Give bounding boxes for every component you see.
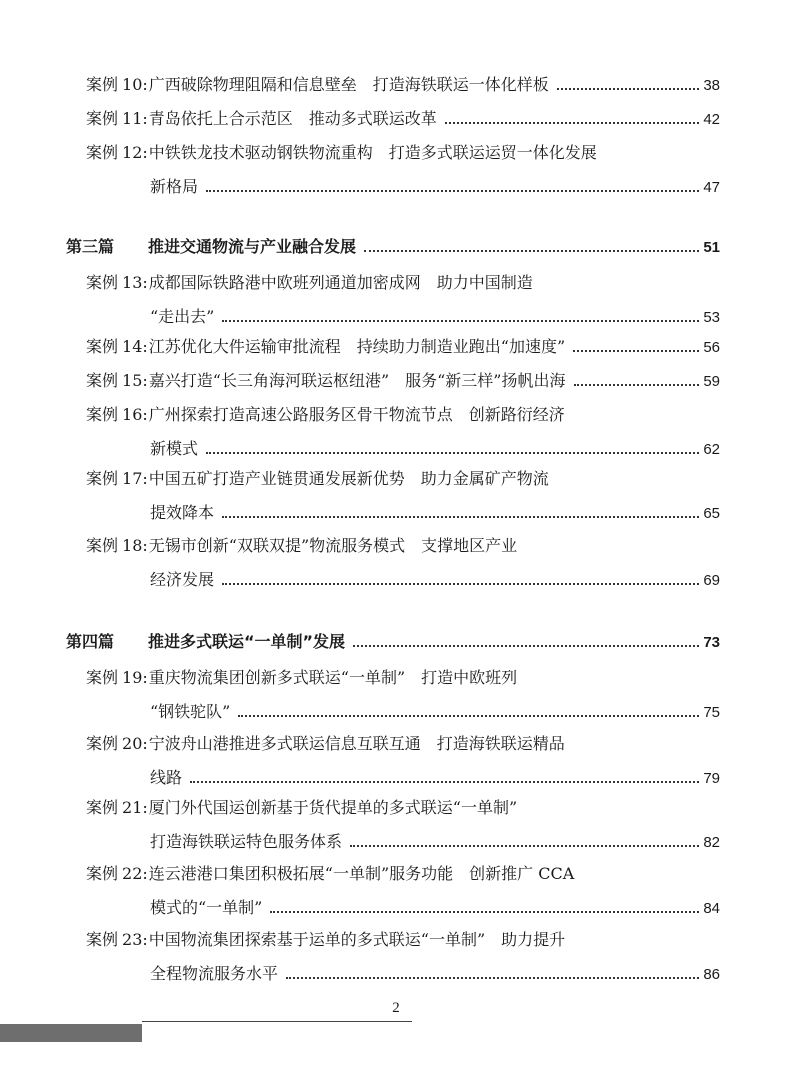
case-title: 中铁铁龙技术驱动钢铁物流重构 打造多式联运运贸一体化发展 [148,143,597,162]
page-number-ref: 53 [703,309,720,326]
case-title-continued: “走出去” [150,307,215,326]
case-label: 案例 [86,536,119,555]
case-colon: : [142,734,148,753]
entry-line-2 [150,701,720,724]
case-number: 21 [122,798,143,817]
entry-line-2 [150,176,720,199]
case-title-continued: 经济发展 [150,570,215,589]
case-title: 江苏优化大件运输审批流程 持续助力制造业跑出“加速度” [148,337,566,356]
case-label: 案例 [86,405,119,424]
case-title-continued: 全程物流服务水平 [150,964,279,983]
case-label: 案例 [86,930,119,949]
page-number-ref: 79 [703,770,720,787]
case-colon: : [142,536,148,555]
case-label: 案例 [86,469,119,488]
dot-leader [353,644,699,647]
page-number-ref: 73 [703,634,720,651]
entry-line-2 [150,831,720,854]
dot-leader [206,189,699,192]
case-number: 10 [122,75,143,94]
case-title: 无锡市创新“双联双提”物流服务模式 支撑地区产业 [148,536,518,555]
page-number-ref: 38 [703,77,720,94]
case-title: 嘉兴打造“长三角海河联运枢纽港” 服务“新三样”扬帆出海 [148,371,566,390]
dot-leader [206,451,699,454]
page-number-ref: 56 [703,339,720,356]
entry-line-2 [150,438,720,461]
entry-line-1 [86,468,720,490]
section-title: 推进多式联运“一单制”发展 [148,632,346,651]
case-label: 案例 [86,668,119,687]
page-number-ref: 62 [703,441,720,458]
case-title-continued: 打造海铁联运特色服务体系 [150,832,343,851]
dot-leader [222,515,699,518]
page-number-ref: 82 [703,834,720,851]
footer-bar [0,1024,142,1042]
entry-line-2 [150,502,720,525]
dot-leader [238,714,699,717]
case-number: 13 [122,273,143,292]
case-colon: : [142,75,148,94]
entry-line-2 [150,569,720,592]
case-number: 23 [122,930,143,949]
entry-line-1 [86,336,720,359]
entry-line-1 [86,863,720,885]
case-label: 案例 [86,864,119,883]
case-label: 案例 [86,371,119,390]
case-title: 广州探索打造高速公路服务区骨干物流节点 创新路衍经济 [148,405,565,424]
entry-line-1 [86,272,720,294]
case-title: 中国物流集团探索基于运单的多式联运“一单制” 助力提升 [148,930,566,949]
page-number-ref: 84 [703,900,720,917]
case-title-continued: 模式的“一单制” [150,898,263,917]
case-colon: : [142,469,148,488]
section-label: 第三篇 [66,237,115,256]
dot-leader [270,910,699,913]
case-number: 16 [122,405,143,424]
case-colon: : [142,109,148,128]
entry-line-1 [86,667,720,689]
section-line [66,631,720,654]
dot-leader [557,87,700,90]
entry-line-1 [86,370,720,393]
entry-line-1 [86,797,720,819]
case-title-continued: “钢铁驼队” [150,702,231,721]
case-number: 12 [122,143,143,162]
case-number: 17 [122,469,143,488]
case-label: 案例 [86,143,119,162]
section-line [66,236,720,259]
page-number-ref: 75 [703,704,720,721]
case-label: 案例 [86,337,119,356]
case-colon: : [142,405,148,424]
page-number-ref: 42 [703,111,720,128]
case-label: 案例 [86,798,119,817]
case-number: 15 [122,371,143,390]
case-number: 19 [122,668,143,687]
case-title-continued: 线路 [150,768,183,787]
entry-line-2 [150,897,720,920]
case-title: 厦门外代国运创新基于货代提单的多式联运“一单制” [148,798,518,817]
case-title: 宁波舟山港推进多式联运信息互联互通 打造海铁联运精品 [148,734,565,753]
case-title: 青岛依托上合示范区 推动多式联运改革 [148,109,437,128]
case-label: 案例 [86,75,119,94]
entry-line-2 [150,767,720,790]
dot-leader [573,349,699,352]
case-title: 广西破除物理阻隔和信息壁垒 打造海铁联运一体化样板 [148,75,549,94]
entry-line-1 [86,142,720,164]
case-number: 11 [122,109,143,128]
case-label: 案例 [86,734,119,753]
case-colon: : [142,143,148,162]
dot-leader [286,976,699,979]
page-number-ref: 86 [703,966,720,983]
case-colon: : [142,371,148,390]
dot-leader [222,319,699,322]
dot-leader [222,582,699,585]
page-number-ref: 59 [703,373,720,390]
entry-line-1 [86,929,720,951]
dot-leader [190,780,699,783]
case-title-continued: 新格局 [150,177,199,196]
dot-leader [364,249,699,252]
page-number-ref: 65 [703,505,720,522]
case-colon: : [142,273,148,292]
case-number: 22 [122,864,143,883]
case-label: 案例 [86,109,119,128]
case-title: 连云港港口集团积极拓展“一单制”服务功能 创新推广 CCA [148,864,575,883]
case-number: 14 [122,337,143,356]
entry-line-2 [150,306,720,329]
case-colon: : [142,798,148,817]
entry-line-1 [86,733,720,755]
case-title: 重庆物流集团创新多式联运“一单制” 打造中欧班列 [148,668,518,687]
entry-line-1 [86,108,720,131]
case-label: 案例 [86,273,119,292]
footer-rule [142,1021,412,1022]
case-colon: : [142,337,148,356]
case-title-continued: 提效降本 [150,503,215,522]
case-title: 成都国际铁路港中欧班列通道加密成网 助力中国制造 [148,273,533,292]
case-title-continued: 新模式 [150,439,199,458]
case-number: 18 [122,536,143,555]
case-number: 20 [122,734,143,753]
section-label: 第四篇 [66,632,115,651]
page-number-ref: 69 [703,572,720,589]
dot-leader [574,383,700,386]
entry-line-1 [86,404,720,426]
dot-leader [445,121,700,124]
entry-line-1 [86,74,720,97]
case-colon: : [142,864,148,883]
case-colon: : [142,930,148,949]
case-colon: : [142,668,148,687]
entry-line-2 [150,963,720,986]
page-number-ref: 51 [703,239,720,256]
entry-line-1 [86,535,720,557]
page-number-ref: 47 [703,179,720,196]
case-title: 中国五矿打造产业链贯通发展新优势 助力金属矿产物流 [148,469,549,488]
dot-leader [350,844,699,847]
page-number: 2 [392,1000,400,1016]
section-title: 推进交通物流与产业融合发展 [148,237,357,256]
